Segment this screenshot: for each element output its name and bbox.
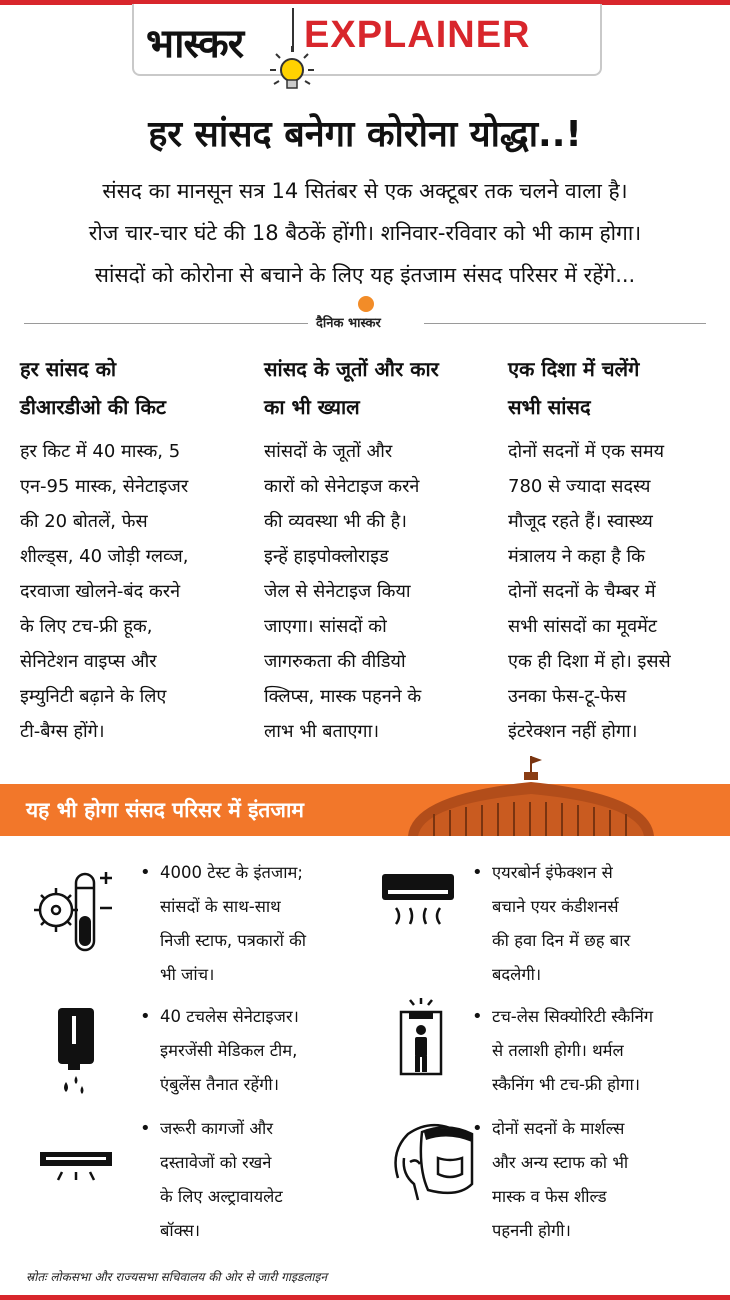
lightbulb-icon [266,44,318,96]
body-line: मौजूद रहते हैं। स्वास्थ्य [508,511,653,532]
intro-line: रोज चार-चार घंटे की 18 बैठकें होंगी। शनिवार-रविवार को भी काम होगा। [88,221,642,245]
arrangement-text [472,1112,712,1248]
arrangement-text [140,1112,350,1248]
body-line: सेनिटेशन वाइप्स और [20,651,157,672]
bottom-red-bar [0,1295,730,1300]
arrangement-item-ac [472,856,712,992]
body-line: शील्ड्स, 40 जोड़ी ग्लव्ज, [20,546,189,567]
column-body [264,434,484,749]
item-line: मास्क व फेस शील्ड [492,1187,607,1206]
arrangement-text [140,856,350,992]
column-heading [264,350,484,426]
body-line: दोनों सदनों के चैम्बर में [508,581,656,602]
heading-line: एक दिशा में चलेंगे [508,357,640,381]
logo-dot [358,296,374,312]
item-line: एंबुलेंस तैनात रहेंगी। [160,1075,279,1094]
body-line: की 20 बोतलें, फेस [20,511,148,532]
intro-text [0,170,730,296]
body-line: एक ही दिशा में हो। इससे [508,651,671,672]
arrangement-item-face-shield [472,1112,712,1248]
item-line: से तलाशी होगी। थर्मल [492,1041,624,1060]
arrangement-text [472,856,712,992]
body-line: जागरुकता की वीडियो [264,651,406,672]
body-line: सांसदों के जूतों और [264,441,393,462]
item-line: पहननी होगी। [492,1221,571,1240]
air-conditioner-icon [380,870,456,930]
heading-line: डीआरडीओ की किट [20,395,166,419]
body-line: एन-95 मास्क, सेनेटाइजर [20,476,189,497]
arrangement-item-security [472,1000,712,1102]
heading-line: सांसद के जूतों और कार [264,357,439,381]
security-scanner-icon [396,996,446,1076]
section-band-title: यह भी होगा संसद परिसर में इंतजाम [26,798,304,822]
item-line: स्कैनिंग भी टच-फ्री होगा। [492,1075,641,1094]
body-line: उनका फेस-टू-फेस [508,686,627,707]
body-line: 780 से ज्यादा सदस्य [508,476,651,497]
intro-line: सांसदों को कोरोना से बचाने के लिए यह इंतजाम संसद परिसर में रहेंगे... [94,263,636,287]
parliament-building-icon [404,754,658,836]
item-line: • 40 टचलेस सेनेटाइजर। [160,1007,299,1026]
body-line: क्लिप्स, मास्क पहनने के [264,686,422,707]
column-shoes-cars [264,350,484,749]
body-line: कारों को सेनेटाइज करने [264,476,420,497]
arrangement-text [472,1000,712,1102]
item-line: और अन्य स्टाफ को भी [492,1153,629,1172]
item-line: सांसदों के साथ-साथ [160,897,281,916]
item-line: • एयरबोर्न इंफेक्शन से [492,863,613,882]
divider-left [24,323,308,324]
heading-line: हर सांसद को [20,357,117,381]
arrangement-text [140,1000,350,1102]
body-line: दोनों सदनों में एक समय [508,441,665,462]
brand-logo: भास्कर [146,21,244,67]
body-line: इंटरेक्शन नहीं होगा। [508,721,638,742]
column-heading [508,350,728,426]
divider-right [424,323,706,324]
item-line: बदलेगी। [492,965,542,984]
uv-light-icon [38,1146,114,1186]
body-line: हर किट में 40 मास्क, 5 [20,441,181,462]
virus-test-tube-icon [30,866,126,962]
column-one-direction [508,350,728,749]
item-line: निजी स्टाफ, पत्रकारों की [160,931,307,950]
body-line: मंत्रालय ने कहा है कि [508,546,645,567]
explainer-label: EXPLAINER [304,14,531,56]
item-line: बॉक्स। [160,1221,200,1240]
item-line: के लिए अल्ट्रावायलेट [160,1187,283,1206]
column-body [508,434,728,749]
item-line: भी जांच। [160,965,215,984]
body-line: दरवाजा खोलने-बंद करने [20,581,181,602]
body-line: जाएगा। सांसदों को [264,616,387,637]
arrangement-item-tests [140,856,350,992]
source-note: स्रोतः लोकसभा और राज्यसभा सचिवालय की ओर से जारी गाइडलाइन [26,1270,328,1284]
column-drdo-kit [20,350,240,749]
dainik-bhaskar-logo: दैनिक भास्कर [316,316,381,331]
body-line: इम्युनिटी बढ़ाने के लिए [20,686,167,707]
body-line: लाभ भी बताएगा। [264,721,380,742]
arrangement-item-uv-box [140,1112,350,1248]
column-heading [20,350,240,426]
heading-line: का भी ख्याल [264,395,360,419]
item-line: • 4000 टेस्ट के इंतजाम; [160,863,303,882]
body-line: के लिए टच-फ्री हूक, [20,616,153,637]
page-title: हर सांसद बनेगा कोरोना योद्धा..! [148,114,582,155]
item-line: • टच-लेस सिक्योरिटी स्कैनिंग [492,1007,654,1026]
column-body [20,434,240,749]
body-line: टी-बैग्स होंगे। [20,721,105,742]
body-line: की व्यवस्था भी की है। [264,511,407,532]
item-line: की हवा दिन में छह बार [492,931,631,950]
item-line: बचाने एयर कंडीशनर्स [492,897,619,916]
item-line: दस्तावेजों को रखने [160,1153,272,1172]
intro-line: संसद का मानसून सत्र 14 सितंबर से एक अक्टूबर तक चलने वाला है। [102,179,628,203]
face-shield-icon [388,1118,476,1202]
item-line: • दोनों सदनों के मार्शल्स [492,1119,625,1138]
body-line: इन्हें हाइपोक्लोराइड [264,546,389,567]
item-line: • जरूरी कागजों और [160,1119,273,1138]
arrangement-item-sanitizer [140,1000,350,1102]
sanitizer-dispenser-icon [52,1006,100,1102]
body-line: जेल से सेनेटाइज किया [264,581,411,602]
item-line: इमरजेंसी मेडिकल टीम, [160,1041,298,1060]
heading-line: सभी सांसद [508,395,591,419]
body-line: सभी सांसदों का मूवमेंट [508,616,657,637]
